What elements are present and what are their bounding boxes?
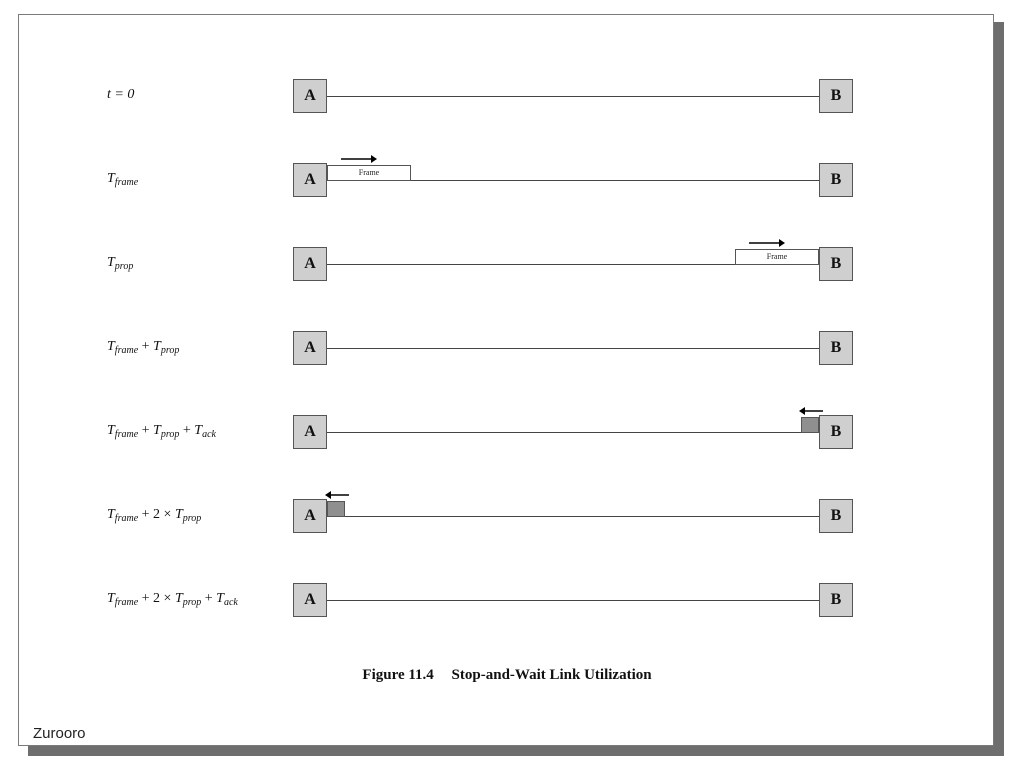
figure-number: Figure 11.4 <box>362 667 434 683</box>
arrow-right-icon <box>341 151 377 161</box>
link-line <box>327 432 819 433</box>
arrow-left-icon <box>799 403 823 413</box>
frame-packet: Frame <box>327 165 411 181</box>
station-a: A <box>293 79 327 113</box>
ack-packet <box>327 501 345 517</box>
arrow-left-icon <box>325 487 349 497</box>
frame-packet: Frame <box>735 249 819 265</box>
timeline-row-tframe <box>19 163 995 203</box>
timeline-row-tframe-2tprop <box>19 499 995 539</box>
timeline-row-tframe-2tprop-tack <box>19 583 995 623</box>
slide <box>18 14 994 746</box>
time-label: $T_{frame} + T_{prop} + T_{ack}$ <box>107 423 216 440</box>
timeline-row-t0 <box>19 79 995 119</box>
station-b: B <box>819 415 853 449</box>
station-b: B <box>819 331 853 365</box>
station-b: B <box>819 247 853 281</box>
station-b: B <box>819 79 853 113</box>
arrow-right-icon <box>749 235 785 245</box>
link-line <box>327 348 819 349</box>
station-a: A <box>293 415 327 449</box>
figure-title: Stop-and-Wait Link Utilization <box>451 667 652 683</box>
time-label: $T_{frame} + 2 \times T_{prop} + T_{ack}$ <box>107 591 238 608</box>
timeline-row-tframe-tprop-tack <box>19 415 995 455</box>
timeline-row-tprop <box>19 247 995 287</box>
station-b: B <box>819 163 853 197</box>
time-label: t = 0 <box>107 87 135 102</box>
timeline-row-tframe-tprop <box>19 331 995 371</box>
time-label: $T_{frame} + T_{prop}$ <box>107 339 180 356</box>
time-label: $T_{prop}$ <box>107 255 134 272</box>
time-label: $T_{frame} + 2 \times T_{prop}$ <box>107 507 202 524</box>
link-line <box>327 96 819 97</box>
link-line <box>327 516 819 517</box>
time-label: $T_{frame}$ <box>107 171 139 188</box>
figure-caption <box>19 667 995 684</box>
station-b: B <box>819 583 853 617</box>
ack-packet <box>801 417 819 433</box>
station-b: B <box>819 499 853 533</box>
footer-text: Zurooro <box>33 725 86 742</box>
station-a: A <box>293 163 327 197</box>
link-line <box>327 600 819 601</box>
station-a: A <box>293 331 327 365</box>
station-a: A <box>293 247 327 281</box>
station-a: A <box>293 583 327 617</box>
station-a: A <box>293 499 327 533</box>
